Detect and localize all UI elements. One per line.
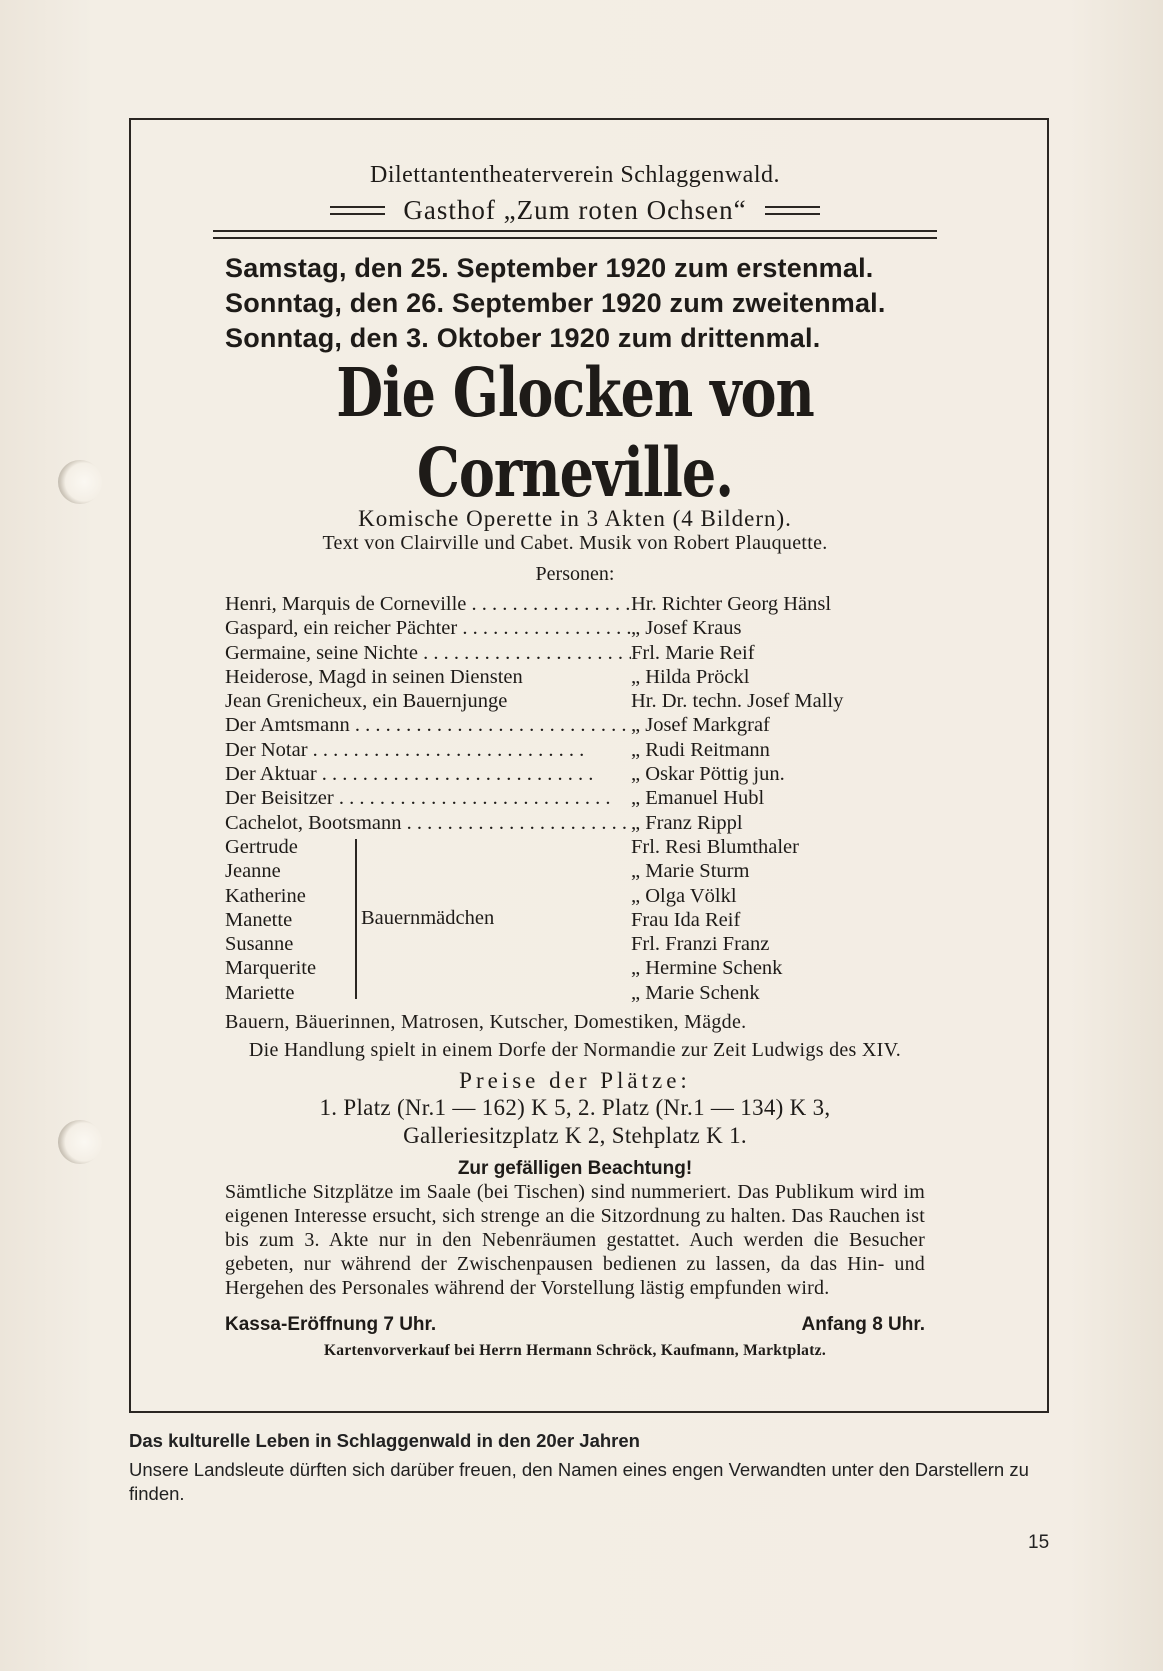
brace (345, 839, 357, 999)
cast-row (225, 689, 925, 713)
cast-row (225, 616, 925, 640)
advance-sale-note: Kartenvorverkauf bei Herrn Hermann Schröck, Kaufmann, Marktplatz. (323, 1342, 827, 1360)
double-rule (213, 230, 937, 239)
caption-text: Unsere Landsleute dürften sich darüber freuen, den Namen eines engen Verwandten unter den Darstellern zu finden. (129, 1459, 1029, 1504)
maids-label: Bauernmädchen (361, 906, 495, 929)
cast-row (225, 908, 925, 932)
cast-row (225, 641, 925, 665)
start-time: Anfang 8 Uhr. (801, 1314, 925, 1336)
cast-actor: Hr. Richter Georg Hänsl (631, 593, 832, 615)
box-office-time: Kassa-Eröffnung 7 Uhr. (225, 1314, 437, 1336)
cast-actor: „ Oskar Pöttig jun. (631, 763, 785, 786)
prices-line: Galleriesitzplatz K 2, Stehplatz K 1. (403, 1123, 747, 1149)
cast-row (225, 981, 925, 1005)
cast-actor: „ Franz Rippl (631, 811, 743, 834)
cast-role: Der Aktuar (225, 763, 317, 786)
cast-row (225, 884, 925, 908)
notice-heading: Zur gefälligen Beachtung! (457, 1158, 693, 1180)
cast-row (225, 811, 925, 835)
cast-actor: Hr. Dr. techn. Josef Mally (631, 690, 844, 713)
cast-role: Germaine, seine Nichte (225, 641, 418, 664)
cast-row (225, 762, 925, 786)
cast-actor: „ Marie Sturm (631, 860, 750, 883)
performance-date: Samstag, den 25. September 1920 zum erstenmal. (225, 253, 874, 283)
cast-row (225, 592, 925, 616)
play-subtitle: Komische Operette in 3 Akten (4 Bildern). (358, 506, 792, 531)
cast-role: Jean Grenicheux, ein Bauernjunge (225, 690, 508, 713)
poster-content (225, 160, 925, 1360)
double-rule (330, 206, 385, 215)
page-number: 15 (1028, 1532, 1050, 1553)
cast-row (225, 932, 925, 956)
cast-actor: Frl. Resi Blumthaler (631, 835, 799, 858)
performance-date: Sonntag, den 26. September 1920 zum zweitenmal. (225, 288, 886, 318)
cast-row (225, 956, 925, 980)
cast-actor: „ Olga Völkl (631, 884, 737, 907)
cast-role: Mariette (225, 981, 295, 1004)
cast-actor: Frau Ida Reif (631, 908, 741, 931)
cast-actor: Frl. Marie Reif (631, 641, 755, 664)
cast-actor: „ Rudi Reitmann (631, 738, 770, 761)
cast-row (225, 835, 925, 859)
cast-role: Marquerite (225, 957, 317, 980)
prices-heading: Preise der Plätze: (459, 1068, 691, 1094)
extras-line: Bauern, Bäuerinnen, Matrosen, Kutscher, Domestiken, Mägde. (225, 1011, 747, 1034)
cast-role: Cachelot, Bootsmann (225, 811, 402, 834)
cast-row (225, 738, 925, 762)
figure-caption (129, 1430, 1059, 1506)
cast-actor: „ Hilda Pröckl (631, 665, 750, 688)
cast-role: Manette (225, 908, 293, 931)
cast-role: Katherine (225, 884, 306, 907)
cast-actor: Frl. Franzi Franz (631, 933, 770, 956)
setting-note: Die Handlung spielt in einem Dorfe der Normandie zur Zeit Ludwigs des XIV. (248, 1039, 902, 1062)
cast-actor: „ Josef Kraus (631, 617, 742, 640)
cast-role: Susanne (225, 933, 294, 956)
cast-role: Gaspard, ein reicher Pächter (225, 617, 458, 640)
cast-role: Heiderose, Magd in seinen Diensten (225, 665, 523, 688)
club-name: Dilettantentheaterverein Schlaggenwald. (369, 162, 780, 188)
punch-hole (58, 460, 102, 504)
cast-actor: „ Emanuel Hubl (631, 787, 765, 810)
cast-list (225, 592, 925, 1005)
prices-line: 1. Platz (Nr.1 — 162) K 5, 2. Platz (Nr.1 — 134) K 3, (319, 1095, 831, 1121)
caption-title: Das kulturelle Leben in Schlaggenwald in den 20er Jahren (129, 1430, 640, 1451)
theater-poster (129, 118, 1049, 1413)
punch-hole (58, 1120, 102, 1164)
maids-group (225, 835, 925, 1005)
venue-name: Gasthof „Zum roten Ochsen“ (403, 195, 747, 225)
cast-actor: „ Hermine Schenk (631, 957, 783, 980)
cast-role: Gertrude (225, 835, 298, 858)
cast-actor: „ Josef Markgraf (631, 714, 770, 737)
play-credits: Text von Clairville und Cabet. Musik von Robert Plauquette. (322, 532, 828, 554)
cast-row (225, 859, 925, 883)
play-title: Die Glocken von Corneville. (336, 352, 814, 512)
times-row (225, 1314, 925, 1336)
cast-actor: „ Marie Schenk (631, 981, 760, 1004)
cast-row (225, 713, 925, 737)
cast-heading: Personen: (535, 563, 615, 585)
notice-text: Sämtliche Sitzplätze im Saale (bei Tischen) sind nummeriert. Das Publikum wird im eigenen Interesse ersucht, sich strenge an die Sitzordnung zu halten. Das Rauchen ist bis zum 3. Akte nur in den Nebenräumen gestattet. Auch werden die Besucher gebeten, nur während der Zwischenpausen bedienen zu lassen, da das Hin- und Hergehen des Personales während der Vorstellung lästig empfunden wird. (225, 1181, 925, 1300)
double-rule (765, 206, 820, 215)
venue-row (225, 195, 925, 226)
cast-role: Jeanne (225, 860, 281, 883)
cast-role: Henri, Marquis de Corneville (225, 593, 467, 615)
performance-date: Sonntag, den 3. Oktober 1920 zum drittenmal. (225, 323, 821, 353)
cast-role: Der Notar (225, 738, 308, 761)
cast-row (225, 786, 925, 810)
cast-role: Der Beisitzer (225, 787, 334, 810)
cast-row (225, 665, 925, 689)
cast-role: Der Amtsmann (225, 714, 350, 737)
